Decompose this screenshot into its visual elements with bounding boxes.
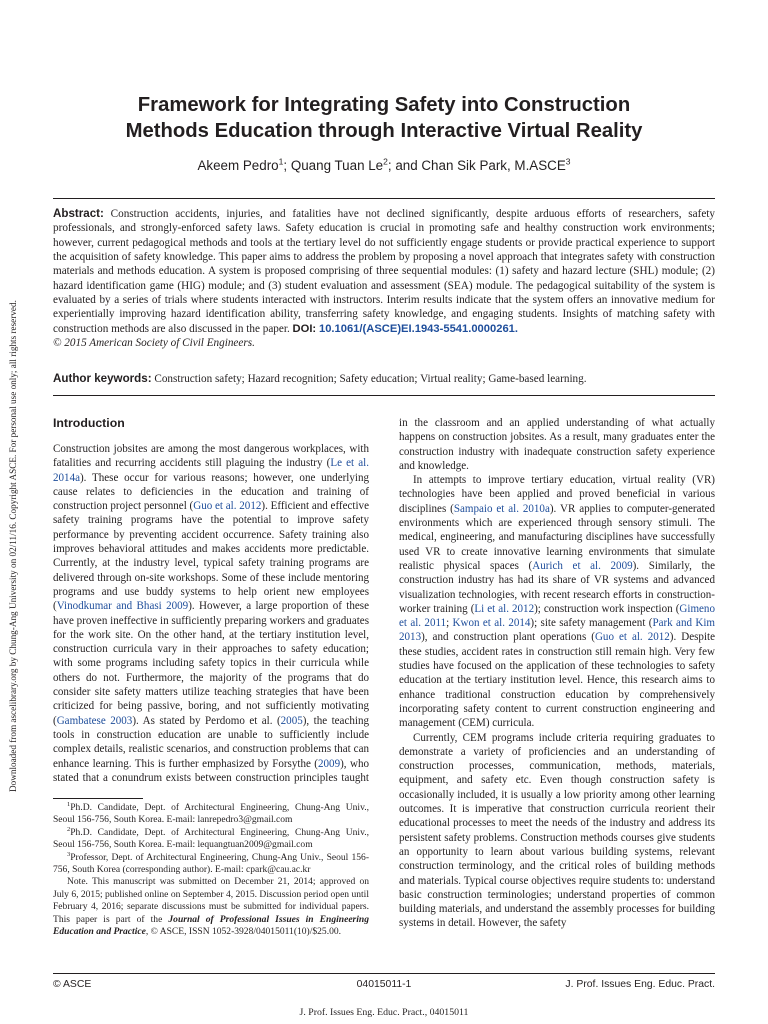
footer-publisher: © ASCE (53, 979, 92, 990)
citation-link[interactable]: Le et al. 2014a (53, 457, 369, 484)
keywords-text: Construction safety; Hazard recognition; Safety education; Virtual reality; Game-based learning. (151, 373, 587, 385)
intro-paragraph-2: In attempts to improve tertiary education, virtual reality (VR) technologies have been applied and proved beneficial in various disciplines (Sampaio et al. 2010a). VR applies to computer-generated environments which are experienced through sensory stimuli. The medical, engineering, and manufacturing disciplines have successfully used VR to create innovative learning environments that simulate realistic physical spaces (Aurich et al. 2009). Similarly, the construction industry has had its share of VR systems and advanced visualization technologies, with recent research efforts in construction-worker training (Li et al. 2012); construction work inspection (Gimeno et al. 2011; Kwon et al. 2014); site safety management (Park and Kim 2013), and construction plant operations (Guo et al. 2012). Despite these studies, accident rates in construction still remain high. Very few studies have focused on the application of these technologies to safety education at the tertiary institution level. Hence, this research aims to enhance traditional construction education by comprehensively incorporating safety content to current construction engineering and management (CEM) curricula. (399, 474, 716, 730)
copyright: © 2015 American Society of Civil Engineers. (53, 337, 255, 350)
citation-link[interactable]: 2005 (280, 714, 303, 727)
title-line-2: Methods Education through Interactive Virtual Reality (125, 120, 643, 142)
citation-link[interactable]: Guo et al. 2012 (594, 631, 670, 644)
intro-paragraph-1-continued: in the classroom and an applied understanding of what actually happens on construction jobsites. As a result, many graduates enter the construction industry with inadequate construction safety experience and knowledge. (399, 417, 715, 472)
abstract-text: Construction accidents, injuries, and fatalities have not declined significantly, despite arduous efforts of researchers, safety professionals, and strongly-enforced safety laws. Safety education is crucial in promoting safe and healthy construction work environments; however, current pedagogical methods and tools at the tertiary level do not sufficiently engage students or provide practical experience to support the acquisition of safety knowledge. This paper aims to address the problem by proposing a novel approach that integrates safety with construction materials and methods education. A system is proposed comprising of three sequential modules: (1) safety and hazard lecture (SHL) module; (2) hazard identification game (HIG) module; and (3) student evaluation and assessment (SEA) module. The pedagogical suitability of the system is evaluated by a series of trials where students interacted with instructors. Interim results indicate that the system offers an innovative medium for experientially improving hazard identification ability, transferring safety knowledge, and engaging students. Insights of matching safety with construction methods are also discussed in the paper. (53, 208, 715, 335)
right-column (399, 416, 715, 931)
footer-page-id: 04015011-1 (356, 979, 412, 990)
keywords-bottom-rule (53, 395, 715, 396)
footer-rule (53, 973, 715, 974)
abstract-label: Abstract: (53, 207, 104, 220)
download-notice: Downloaded from ascelibrary.org by Chung-Ang University on 02/11/16. Copyright ASCE. For personal use only; all rights reserved. (8, 300, 18, 792)
author-1-affil: 1 (278, 156, 284, 167)
left-column (53, 416, 369, 785)
submission-note: Note. This manuscript was submitted on December 21, 2014; approved on July 6, 2015; published online on September 4, 2015. Discussion period open until February 4, 2016; separate discussions must be submitted for individual papers. This paper is part of the Journal of Professional Issues in Engineering Education and Practice, © ASCE, ISSN 1052-3928/04015011(10)/$25.00. (53, 876, 370, 938)
abstract-top-rule (53, 198, 715, 199)
citation-link[interactable]: Guo et al. 2012 (193, 500, 262, 513)
citation-link[interactable]: Li et al. 2012 (474, 602, 535, 615)
author-2-affil: 2 (383, 156, 388, 167)
author-keywords (53, 372, 715, 386)
author-1: Akeem Pedro (197, 158, 279, 173)
abstract (53, 207, 715, 350)
author-2: Quang Tuan Le (290, 158, 384, 173)
citation-link[interactable]: Kwon et al. 2014 (452, 617, 531, 630)
citation-link[interactable]: Gambatese 2003 (56, 714, 133, 727)
citation-line: J. Prof. Issues Eng. Educ. Pract., 04015011 (299, 1007, 469, 1018)
citation-link[interactable]: Sampaio et al. 2010a (453, 502, 550, 515)
footnote-rule (53, 798, 143, 799)
journal-name: Journal of Professional Issues in Engineering Education and Practice (53, 913, 370, 938)
footer-journal: J. Prof. Issues Eng. Educ. Pract. (565, 979, 715, 990)
paper-title (40, 92, 728, 144)
intro-paragraph-1: Construction jobsites are among the most dangerous workplaces, with fatalities and recurring accidents still plaguing the industry (Le et al. 2014a). These occur for various reasons; however, one underlying cause relates to deficiencies in the education and training of construction project personnel (Guo et al. 2012). Efficient and effective safety training programs have the potential to improve safety performance by preventing accident occurrence. Safety training also improves behavioral attitudes and makes accidents more predictable. Currently, at the industry level, typical safety training programs are delivered through on-site workshops. Some of these include mentoring programs and use buddy systems to help orient new employees (Vinodkumar and Bhasi 2009). However, a large proportion of these have proven ineffective in sufficiently preparing workers and graduates for the work site. On the other hand, at the tertiary institution level, construction curricula vary in their approaches to safety education; with some programs including safety topics in their curricula while others do not. Furthermore, the majority of the programs that do consider site safety matters utilize teaching strategies that have been criticized for being passive, boring, and not sufficiently motivating (Gambatese 2003). As stated by Perdomo et al. (2005), the teaching tools in construction education are unable to sufficiently include complex details, realistic scenarios, and construction problems that can enhance learning. This is further emphasized by Forsythe (2009), who stated that a conundrum exists between construction principles taught (53, 443, 370, 784)
footnote-3: $^3$Professor, Dept. of Architectural Engineering, Chung-Ang Univ., Seoul 156-756, South Korea (corresponding author). E-mail: cpark@cau.ac.kr (53, 850, 369, 876)
section-heading-introduction: Introduction (53, 416, 125, 430)
author-3-affil: 3 (565, 156, 571, 167)
author-3: Chan Sik Park, M.ASCE (421, 158, 566, 173)
title-line-1: Framework for Integrating Safety into Construction (137, 94, 631, 116)
keywords-label: Author keywords: (53, 372, 152, 385)
footnote-1: $^1$Ph.D. Candidate, Dept. of Architectural Engineering, Chung-Ang Univ., Seoul 156-756, South Korea. E-mail: lanrepedro3@gmail.com (53, 800, 369, 826)
footnotes (53, 802, 369, 938)
footnote-2: $^2$Ph.D. Candidate, Dept. of Architectural Engineering, Chung-Ang Univ., Seoul 156-756, South Korea. E-mail: lequangtuan2009@gmail.com (53, 825, 369, 851)
citation-link[interactable]: Aurich et al. 2009 (532, 559, 633, 572)
citation-link[interactable]: Park and Kim 2013 (399, 617, 715, 644)
doi-label: DOI: (292, 322, 317, 335)
doi-link[interactable]: 10.1061/(ASCE)EI.1943-5541.0000261. (318, 322, 519, 335)
citation-link[interactable]: 2009 (318, 757, 341, 770)
citation-link[interactable]: Gimeno et al. 2011 (399, 602, 715, 630)
citation-link[interactable]: Vinodkumar and Bhasi 2009 (56, 600, 189, 613)
intro-paragraph-3: Currently, CEM programs include criteria requiring graduates to demonstrate a variety of proficiencies and an understanding of construction processes, communication, methods, materials, equipment, and safety etc. Even though construction safety is occasionally included, it is usually a low priority among other learning outcomes. It is imperative that construction curricula reorient their educational processes to meet the needs of the industry and address its persistent safety problems. Construction methods courses give students an opportunity to learn about various building systems, relevant construction terminology, and the critical roles of building methods and materials. Typical course objectives require students to: understand basic construction terminologies; understand properties of common building materials, and understand the assembly processes for building systems in detail. However, the safety (399, 731, 715, 930)
author-list: Akeem Pedro$^1$; Quang Tuan Le$^2$; and Chan Sik Park, M.ASCE$^3$ (197, 156, 571, 173)
